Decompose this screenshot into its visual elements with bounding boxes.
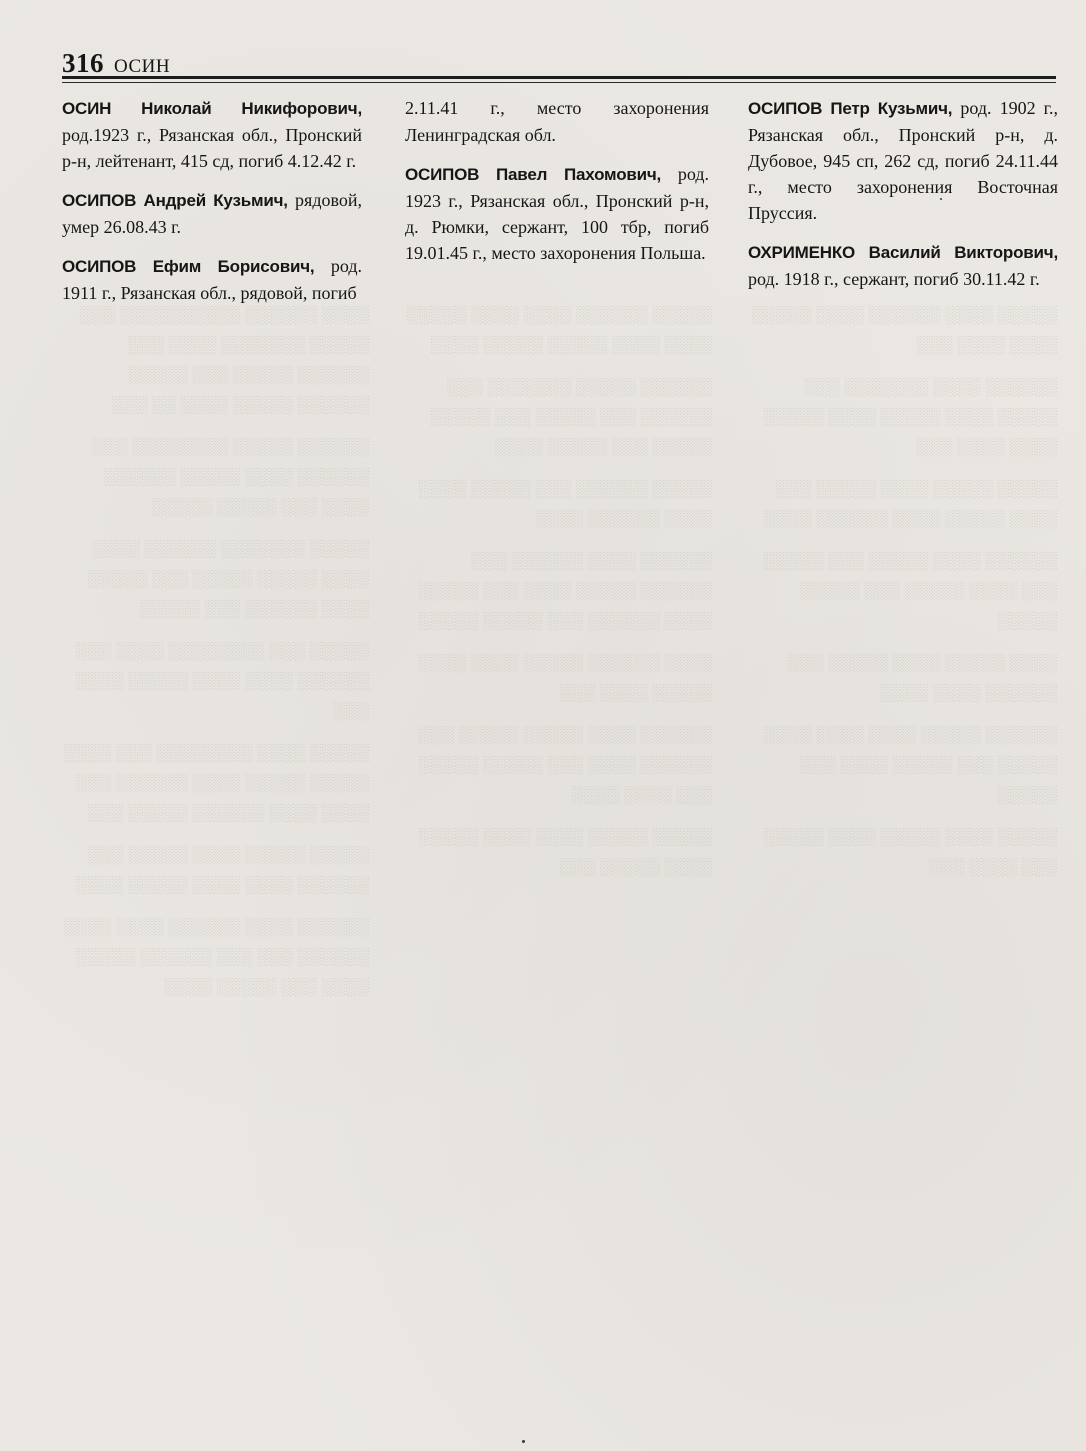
bleed-through-texture: ░░░░ ░░░░░░ ░░░░░░░░░░ ░░░ ░░░░░ ░░░░░░░ ░░░░ ░░░ ░░░░░░ ░░░░░ ░░░ ░░░░░ ░░░░░░ ░░░░░ ░░░░ ░░ ░░░ ░░░░░░ ░░░░░ ░░░░░░░░ ░░░ ░░░░░░ ░░░░ ░░░░░ ░░░░░░ ░░░░ ░░░ ░░░░░ ░░░░░ ░░░░░ ░░░░░░░ ░░░░░░ ░░░░ ░░░░ ░░░░░ ░░░░░ ░░░ ░░░░░ ░░░░ ░░░░░░ ░░░ ░░░░░ ░░░░░ ░░░ ░░░░░░░░ ░░░░ ░░░ ░░░░░░ ░░░░ ░░░░ ░░░░░ ░░░░ ░░░ ░░░░░ ░░░░ ░░░░░░░░ ░░░ ░░░░ ░░░░░ ░░░░░ ░░░░ ░░░░░░ ░░░ ░░░░ ░░░░ ░░░░░░ ░░░░░ ░░░ ░░░░░ ░░░░░ ░░░░ ░░░░░ ░░░ ░░░░░░ ░░░░ ░░░░ ░░░░░ ░░░░ ░░░░░░ ░░░░ ░░░░░░ ░░░░ ░░░░ ░░░░░░ ░░░ ░░░ ░░░░░░ ░░░░░ ░░░░ ░░░ ░░░░░ ░░░░ <box>63 305 370 996</box>
entry-text: род. 1911 г., Рязанская обл., рядовой, погиб <box>62 256 362 303</box>
entry-name: ОСИН Николай Никифорович, <box>62 99 362 118</box>
entry <box>62 187 362 240</box>
entry <box>62 253 362 306</box>
header-rule-thin <box>62 82 1056 83</box>
text-column-1 <box>62 95 362 319</box>
entry-name: ОСИПОВ Андрей Кузьмич, <box>62 191 288 210</box>
entry <box>405 161 709 266</box>
text-column-3 <box>748 95 1058 305</box>
entry-name: ОСИПОВ Петр Кузьмич, <box>748 99 953 118</box>
print-speck <box>940 198 942 200</box>
header-rule-thick <box>62 76 1056 79</box>
entry-name: ОСИПОВ Ефим Борисович, <box>62 257 315 276</box>
entry-text: рядовой, умер 26.08.43 г. <box>62 190 362 237</box>
entry-text: род. 1923 г., Рязанская обл., Пронский р-н, д. Рюмки, сержант, 100 тбр, погиб 19.01.45 г., место захоронения Польша. <box>405 164 709 263</box>
entry-name: ОСИПОВ Павел Пахомович, <box>405 165 662 184</box>
print-speck <box>522 1440 525 1443</box>
page-number: 316 <box>62 48 104 78</box>
page-header <box>62 48 170 79</box>
running-head: ОСИН <box>114 56 171 77</box>
bleed-through-texture: ░░░░░ ░░░░░░ ░░░░ ░░░░ ░░░░░ ░░░░ ░░░░ ░░░░░ ░░░░░ ░░░░ ░░░░░░ ░░░░░ ░░░░░░░ ░░░ ░░░░░░ ░░░ ░░░░░ ░░░ ░░░░░ ░░░░░ ░░░ ░░░░░ ░░░░ ░░░░░ ░░░░░░ ░░░ ░░░░░ ░░░░ ░░░░ ░░░░░░ ░░░░ ░░░░░░ ░░░░ ░░░░░░ ░░░ ░░░░░░ ░░░░░ ░░░░ ░░░ ░░░░░ ░░░░ ░░░░░░ ░░░ ░░░░░ ░░░░░ ░░░░ ░░░░░░ ░░░░░ ░░░░ ░░░░ ░░░░░ ░░░░ ░░░ ░░░░░░ ░░░░ ░░░░░ ░░░░░ ░░░ ░░░░░░ ░░░░ ░░░ ░░░░░ ░░░░░ ░░░ ░░░░ ░░░░ ░░░░░ ░░░░░ ░░░░ ░░░░ ░░░░░ ░░░░ ░░░░░ ░░░ <box>406 305 713 876</box>
entry <box>62 95 362 174</box>
entry-name: ОХРИМЕНКО Василий Викторович, <box>748 243 1058 262</box>
entry-continuation <box>405 95 709 148</box>
entry-text: род. 1918 г., сержант, погиб 30.11.42 г. <box>748 269 1040 289</box>
entry-text: род. 1902 г., Рязанская обл., Пронский р-н, д. Дубовое, 945 сп, 262 сд, погиб 24.11.44 г., место захоронения Восточная Пруссия. <box>748 98 1059 223</box>
entry-text: род.1923 г., Рязанская обл., Пронский р-н, лейтенант, 415 сд, погиб 4.12.42 г. <box>62 125 362 171</box>
entry <box>748 95 1058 226</box>
text-column-2 <box>405 95 709 279</box>
bleed-through-texture: ░░░░░ ░░░░ ░░░░░░ ░░░░ ░░░░░ ░░░░ ░░░░ ░░░ ░░░░░░ ░░░░ ░░░░░░░ ░░░ ░░░░░ ░░░░ ░░░░░ ░░░░ ░░░░░ ░░░░ ░░░░ ░░░ ░░░░░ ░░░░░ ░░░░ ░░░░░ ░░░ ░░░░ ░░░░░ ░░░░ ░░░░░░ ░░░░ ░░░░░░ ░░░░ ░░░░░ ░░░ ░░░░░ ░░░ ░░░░ ░░░░░ ░░░ ░░░░░ ░░░░░ ░░░░ ░░░░░ ░░░░ ░░░░░ ░░░ ░░░░░░ ░░░░ ░░░░ ░░░░░░ ░░░░░ ░░░░ ░░░░ ░░░░ ░░░░░ ░░░ ░░░░░ ░░░░ ░░░ ░░░░░ ░░░░░ ░░░░ ░░░░░ ░░░░ ░░░░░ ░░░ ░░░░ ░░░ <box>751 305 1058 876</box>
entry-text: 2.11.41 г., место захоронения Ленинградская обл. <box>405 98 709 145</box>
entry <box>748 239 1058 292</box>
